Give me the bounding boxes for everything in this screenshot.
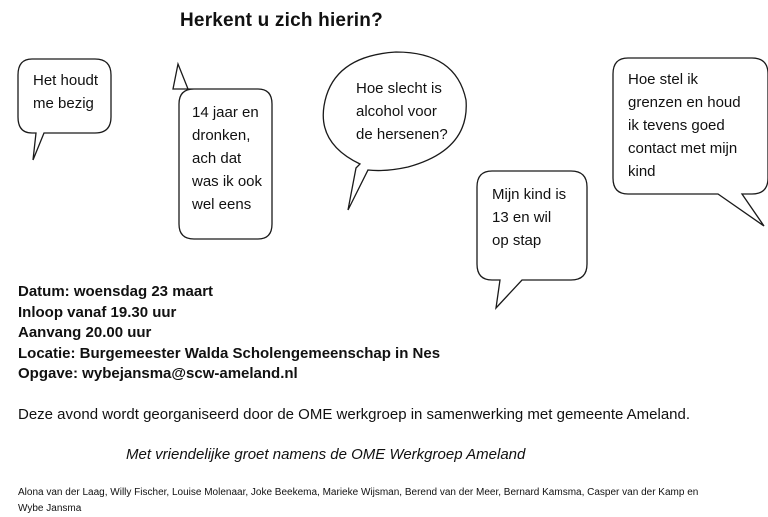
organizer-paragraph: Deze avond wordt georganiseerd door de OME werkgroep in samenwerking met gemeente Ameland. (18, 406, 691, 423)
event-info (18, 282, 440, 385)
bubble-line: Hoe stel ik (628, 71, 699, 88)
bubble-line: ach dat (192, 150, 242, 167)
page-title: Herkent u zich hierin? (180, 10, 383, 31)
bubble-line: alcohol voor (356, 103, 437, 120)
bubble-line: Het houdt (33, 72, 99, 89)
bubble-line: dronken, (192, 127, 251, 144)
bubble-5-text (628, 68, 741, 183)
greeting: Met vriendelijke groet namens de OME Werkgroep Ameland (126, 446, 526, 463)
bubble-line: Hoe slecht is (356, 80, 442, 97)
event-walk-in: Inloop vanaf 19.30 uur (18, 303, 177, 321)
event-date: Datum: woensdag 23 maart (18, 283, 214, 300)
event-registration: Opgave: wybejansma@scw-ameland.nl (18, 365, 298, 382)
bubble-line: Mijn kind is (492, 186, 567, 203)
organizer-names: Alona van der Laag, Willy Fischer, Louise Molenaar, Joke Beekema, Marieke Wijsman, Berend van der Meer, Bernard Kamsma, Casper van der Kamp en Wybe Jansma (18, 487, 699, 514)
bubble-3-text (356, 77, 448, 146)
bubble-2-text (192, 101, 262, 216)
bubble-line: 14 jaar en (192, 104, 259, 121)
bubble-line: de hersenen? (356, 126, 448, 143)
event-location: Locatie: Burgemeester Walda Scholengemeenschap in Nes (18, 344, 441, 362)
bubble-line: me bezig (33, 95, 94, 112)
bubble-line: grenzen en houd (628, 94, 741, 111)
bubble-line: op stap (492, 232, 542, 249)
bubble-line: contact met mijn (628, 140, 738, 157)
bubble-line: ik tevens goed (628, 117, 725, 134)
event-start: Aanvang 20.00 uur (18, 324, 152, 341)
bubble-line: was ik ook (192, 173, 263, 190)
bubble-line: kind (628, 163, 656, 180)
bubble-4-text (492, 183, 566, 252)
bubble-line: wel eens (192, 196, 252, 213)
bubble-1-text (33, 69, 98, 115)
bubble-line: 13 en wil (492, 209, 552, 226)
